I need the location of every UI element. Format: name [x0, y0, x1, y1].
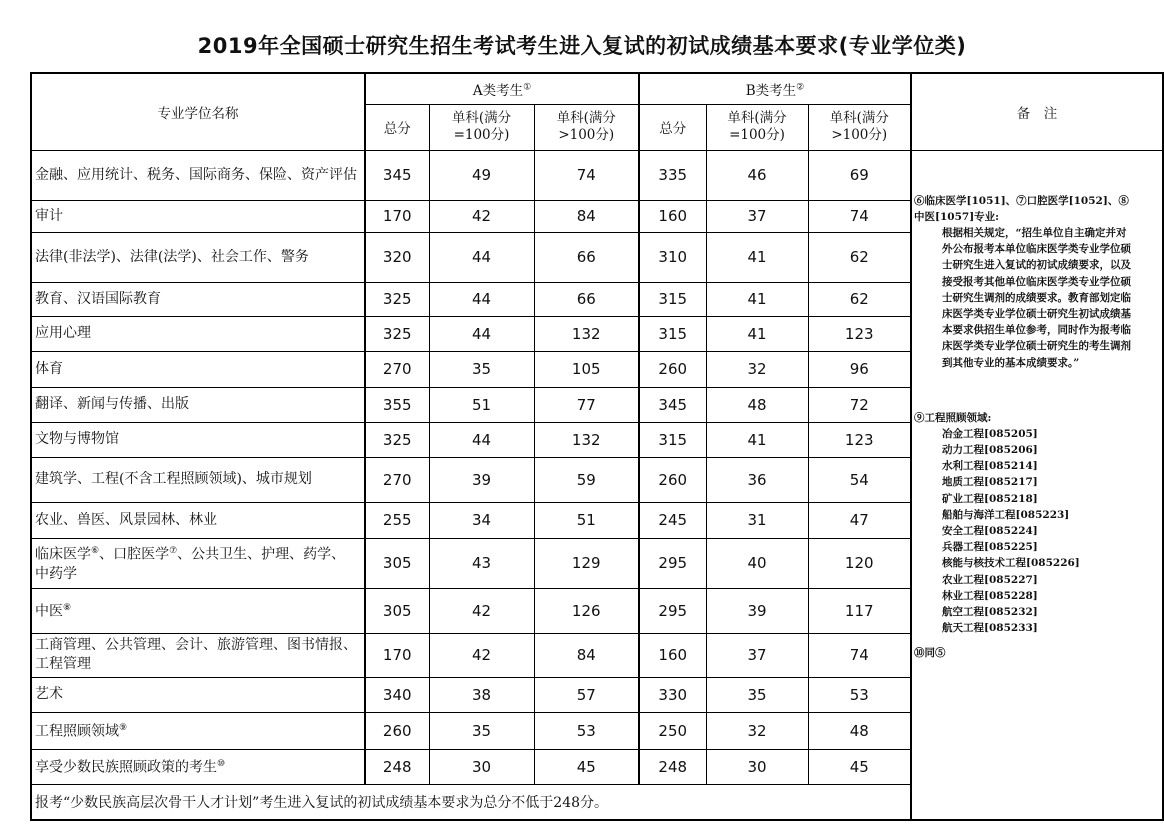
a-total: 320 [365, 232, 429, 282]
b-singlegt100: 62 [808, 232, 911, 282]
a-single100: 43 [429, 538, 534, 588]
b-single100: 41 [706, 422, 808, 457]
b-total: 250 [639, 712, 706, 749]
a-singlegt100: 84 [534, 633, 639, 677]
b-total: 295 [639, 588, 706, 633]
list-item: 农业工程[085227] [942, 573, 1038, 586]
a-singlegt100: 59 [534, 457, 639, 502]
a-singlegt100: 84 [534, 200, 639, 232]
header-b-single100: 单科(满分 =100分) [706, 104, 808, 150]
b-singlegt100: 74 [808, 633, 911, 677]
row-name: 建筑学、工程(不含工程照顾领域)、城市规划 [31, 457, 365, 502]
b-single100: 39 [706, 588, 808, 633]
list-item: 冶金工程[085205] [942, 427, 1038, 440]
b-singlegt100: 74 [808, 200, 911, 232]
b-single100: 37 [706, 633, 808, 677]
a-singlegt100: 105 [534, 351, 639, 387]
a-total: 325 [365, 282, 429, 316]
a-total: 270 [365, 457, 429, 502]
list-item: 船舶与海洋工程[085223] [942, 508, 1070, 521]
row-name: 金融、应用统计、税务、国际商务、保险、资产评估 [31, 150, 365, 200]
b-singlegt100: 120 [808, 538, 911, 588]
a-single100: 44 [429, 232, 534, 282]
a-total: 270 [365, 351, 429, 387]
a-singlegt100: 66 [534, 232, 639, 282]
a-single100: 44 [429, 422, 534, 457]
a-singlegt100: 53 [534, 712, 639, 749]
row-name: 工商管理、公共管理、会计、旅游管理、图书情报、工程管理 [31, 633, 365, 677]
b-singlegt100: 62 [808, 282, 911, 316]
remark-engineering-list [914, 426, 1136, 637]
a-total: 345 [365, 150, 429, 200]
row-name: 法律(非法学)、法律(法学)、社会工作、警务 [31, 232, 365, 282]
header-a-single100: 单科(满分 =100分) [429, 104, 534, 150]
b-total: 295 [639, 538, 706, 588]
b-single100: 36 [706, 457, 808, 502]
list-item: 兵器工程[085225] [942, 541, 1038, 554]
a-total: 248 [365, 749, 429, 784]
a-total: 355 [365, 387, 429, 422]
b-singlegt100: 117 [808, 588, 911, 633]
b-single100: 48 [706, 387, 808, 422]
list-item: 地质工程[085217] [942, 476, 1038, 489]
b-single100: 41 [706, 232, 808, 282]
remark-engineering-title: ⑨工程照顾领域: [914, 411, 992, 424]
b-total: 315 [639, 282, 706, 316]
score-table [30, 72, 1164, 821]
remark-same: ⑩同⑤ [914, 646, 946, 659]
a-total: 325 [365, 422, 429, 457]
row-name: 工程照顾领域⑨ [31, 712, 365, 749]
header-a-total: 总分 [365, 104, 429, 150]
remark-cell [911, 150, 1163, 820]
a-single100: 44 [429, 316, 534, 351]
remark-medical-title: ⑥临床医学[1051]、⑦口腔医学[1052]、⑧中医[1057]专业: [914, 194, 1129, 223]
b-total: 260 [639, 457, 706, 502]
list-item: 安全工程[085224] [942, 524, 1038, 537]
b-total: 315 [639, 316, 706, 351]
b-total: 160 [639, 633, 706, 677]
list-item: 航天工程[085233] [942, 622, 1038, 635]
header-remark: 备 注 [911, 73, 1163, 150]
a-single100: 42 [429, 588, 534, 633]
a-total: 305 [365, 538, 429, 588]
a-singlegt100: 66 [534, 282, 639, 316]
list-item: 动力工程[085206] [942, 443, 1038, 456]
row-name: 农业、兽医、风景园林、林业 [31, 502, 365, 538]
header-group-b: B类考生② [639, 73, 911, 104]
row-name: 应用心理 [31, 316, 365, 351]
b-total: 335 [639, 150, 706, 200]
header-b-total: 总分 [639, 104, 706, 150]
a-total: 255 [365, 502, 429, 538]
b-single100: 37 [706, 200, 808, 232]
b-singlegt100: 123 [808, 316, 911, 351]
b-total: 248 [639, 749, 706, 784]
page-title: 2019年全国硕士研究生招生考试考生进入复试的初试成绩基本要求(专业学位类) [197, 34, 967, 58]
a-single100: 38 [429, 677, 534, 712]
a-singlegt100: 129 [534, 538, 639, 588]
a-single100: 30 [429, 749, 534, 784]
a-singlegt100: 51 [534, 502, 639, 538]
a-single100: 42 [429, 200, 534, 232]
row-name: 审计 [31, 200, 365, 232]
row-name: 教育、汉语国际教育 [31, 282, 365, 316]
list-item: 矿业工程[085218] [942, 492, 1038, 505]
b-singlegt100: 47 [808, 502, 911, 538]
a-singlegt100: 126 [534, 588, 639, 633]
b-singlegt100: 45 [808, 749, 911, 784]
b-single100: 32 [706, 351, 808, 387]
b-singlegt100: 72 [808, 387, 911, 422]
row-name: 享受少数民族照顾政策的考生⑩ [31, 749, 365, 784]
a-single100: 34 [429, 502, 534, 538]
b-singlegt100: 69 [808, 150, 911, 200]
a-singlegt100: 57 [534, 677, 639, 712]
b-single100: 35 [706, 677, 808, 712]
row-name: 体育 [31, 351, 365, 387]
row-name: 文物与博物馆 [31, 422, 365, 457]
b-total: 310 [639, 232, 706, 282]
list-item: 核能与核技术工程[085226] [942, 557, 1080, 570]
header-a-singlegt100: 单科(满分 >100分) [534, 104, 639, 150]
a-total: 325 [365, 316, 429, 351]
b-single100: 30 [706, 749, 808, 784]
header-b-singlegt100: 单科(满分 >100分) [808, 104, 911, 150]
remark-engineering [914, 410, 1136, 637]
a-total: 340 [365, 677, 429, 712]
a-total: 305 [365, 588, 429, 633]
row-name: 艺术 [31, 677, 365, 712]
b-total: 345 [639, 387, 706, 422]
a-single100: 39 [429, 457, 534, 502]
b-single100: 31 [706, 502, 808, 538]
a-single100: 35 [429, 712, 534, 749]
remark-medical [914, 193, 1136, 371]
a-single100: 42 [429, 633, 534, 677]
a-total: 170 [365, 200, 429, 232]
b-single100: 40 [706, 538, 808, 588]
a-singlegt100: 45 [534, 749, 639, 784]
a-singlegt100: 74 [534, 150, 639, 200]
list-item: 水利工程[085214] [942, 460, 1038, 473]
a-total: 260 [365, 712, 429, 749]
b-single100: 32 [706, 712, 808, 749]
row-name: 中医⑧ [31, 588, 365, 633]
b-total: 330 [639, 677, 706, 712]
b-total: 260 [639, 351, 706, 387]
a-singlegt100: 132 [534, 316, 639, 351]
b-single100: 41 [706, 282, 808, 316]
a-singlegt100: 132 [534, 422, 639, 457]
a-singlegt100: 77 [534, 387, 639, 422]
b-singlegt100: 96 [808, 351, 911, 387]
b-total: 315 [639, 422, 706, 457]
b-singlegt100: 123 [808, 422, 911, 457]
a-single100: 49 [429, 150, 534, 200]
b-singlegt100: 48 [808, 712, 911, 749]
a-single100: 44 [429, 282, 534, 316]
a-total: 170 [365, 633, 429, 677]
b-total: 245 [639, 502, 706, 538]
b-single100: 41 [706, 316, 808, 351]
b-total: 160 [639, 200, 706, 232]
table-row [31, 150, 1163, 200]
b-singlegt100: 54 [808, 457, 911, 502]
row-name: 翻译、新闻与传播、出版 [31, 387, 365, 422]
row-name: 临床医学⑥、口腔医学⑦、公共卫生、护理、药学、中药学 [31, 538, 365, 588]
remark-medical-body: 根据相关规定，“招生单位自主确定并对外公布报考本单位临床医学类专业学位硕士研究生进入复试的初试成绩要求，以及接受报考其他单位临床医学类专业学位硕士研究生调剂的成绩要求。教育部划定临床医学类专业学位硕士研究生初试成绩基本要求供招生单位参考，同时作为报考临床医学类专业学位硕士研究生的考生调剂到其他专业的基本成绩要求。” [942, 226, 1131, 369]
header-name: 专业学位名称 [31, 73, 365, 150]
b-single100: 46 [706, 150, 808, 200]
a-single100: 51 [429, 387, 534, 422]
footer-note: 报考“少数民族高层次骨干人才计划”考生进入复试的初试成绩基本要求为总分不低于248分。 [31, 784, 911, 820]
a-single100: 35 [429, 351, 534, 387]
b-singlegt100: 53 [808, 677, 911, 712]
list-item: 林业工程[085228] [942, 589, 1038, 602]
list-item: 航空工程[085232] [942, 605, 1038, 618]
header-group-a: A类考生① [365, 73, 639, 104]
